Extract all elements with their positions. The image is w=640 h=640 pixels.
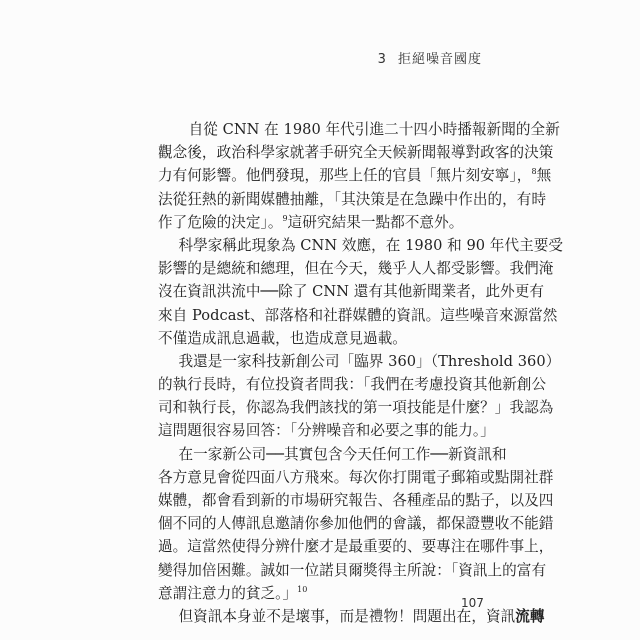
text-line: 力有何影響。他們發現，那些上任的官員「無片刻安寧」，$^8$無 bbox=[158, 167, 552, 185]
running-header bbox=[378, 48, 482, 67]
text-line: 意謂注意力的貧乏。」$^{10}$ bbox=[158, 584, 308, 602]
text-line: 司和執行長，你認為我們該找的第一項技能是什麼？」我認為 bbox=[158, 399, 554, 417]
text-line: 過。這當然使得分辨什麼才是最重要的、要專注在哪件事上， bbox=[158, 538, 554, 556]
text-line: 觀念後，政治科學家就著手研究全天候新聞報導對政客的決策 bbox=[158, 144, 554, 162]
page-number: 107 bbox=[461, 596, 484, 610]
text-line: 各方意見會從四面八方飛來。每次你打開電子郵箱或點開社群 bbox=[158, 468, 554, 486]
chapter-title: 拒絕噪音國度 bbox=[397, 52, 482, 67]
text-line: 個不同的人傳訊息邀請你參加他們的會議，都保證豐收不能錯 bbox=[158, 515, 554, 533]
text-line: 不僅造成訊息過載，也造成意見過載。 bbox=[158, 329, 407, 347]
text-line: 這問題很容易回答：「分辨噪音和必要之事的能力。」 bbox=[158, 422, 495, 440]
footnote-marker: 8 bbox=[531, 167, 537, 177]
footnote-marker: 9 bbox=[282, 213, 288, 223]
text-line: 沒在資訊洪流中──除了 CNN 還有其他新聞業者，此外更有 bbox=[158, 283, 545, 301]
chapter-number: 3 bbox=[377, 52, 387, 67]
text-line: 但資訊本身並不是壞事，而是禮物！問題出在，資訊流轉 bbox=[178, 607, 545, 625]
text-line: 作了危險的決定」。$^9$這研究結果一點都不意外。 bbox=[158, 213, 464, 231]
text-line: 媒體，都會看到新的市場研究報告、各種產品的點子，以及四 bbox=[158, 492, 554, 509]
text-line: 的執行長時，有位投資者問我：「我們在考慮投資其他新創公 bbox=[158, 376, 547, 394]
text-line: 科學家稱此現象為 CNN 效應，在 1980 和 90 年代主要受 bbox=[178, 236, 564, 254]
body-text bbox=[158, 118, 564, 628]
footnote-marker: 10 bbox=[297, 584, 308, 594]
text-line: 來自 Podcast、部落格和社群媒體的資訊。這些噪音來源當然 bbox=[158, 306, 558, 324]
text-line: 影響的是總統和總理，但在今天，幾乎人人都受影響。我們淹 bbox=[158, 260, 554, 278]
text-line: 變得加倍困難。誠如一位諾貝爾獎得主所說：「資訊上的富有 bbox=[158, 561, 547, 579]
text-line: 法從狂熱的新聞媒體抽離，「其決策是在急躁中作出的，有時 bbox=[158, 190, 547, 208]
text-line: 在一家新公司──其實包含今天任何工作──新資訊和 bbox=[178, 445, 507, 463]
text-line: 我還是一家科技新創公司「臨界 360」（Threshold 360） bbox=[178, 352, 561, 370]
text-line: 自從 CNN 在 1980 年代引進二十四小時播報新聞的全新 bbox=[188, 121, 560, 138]
